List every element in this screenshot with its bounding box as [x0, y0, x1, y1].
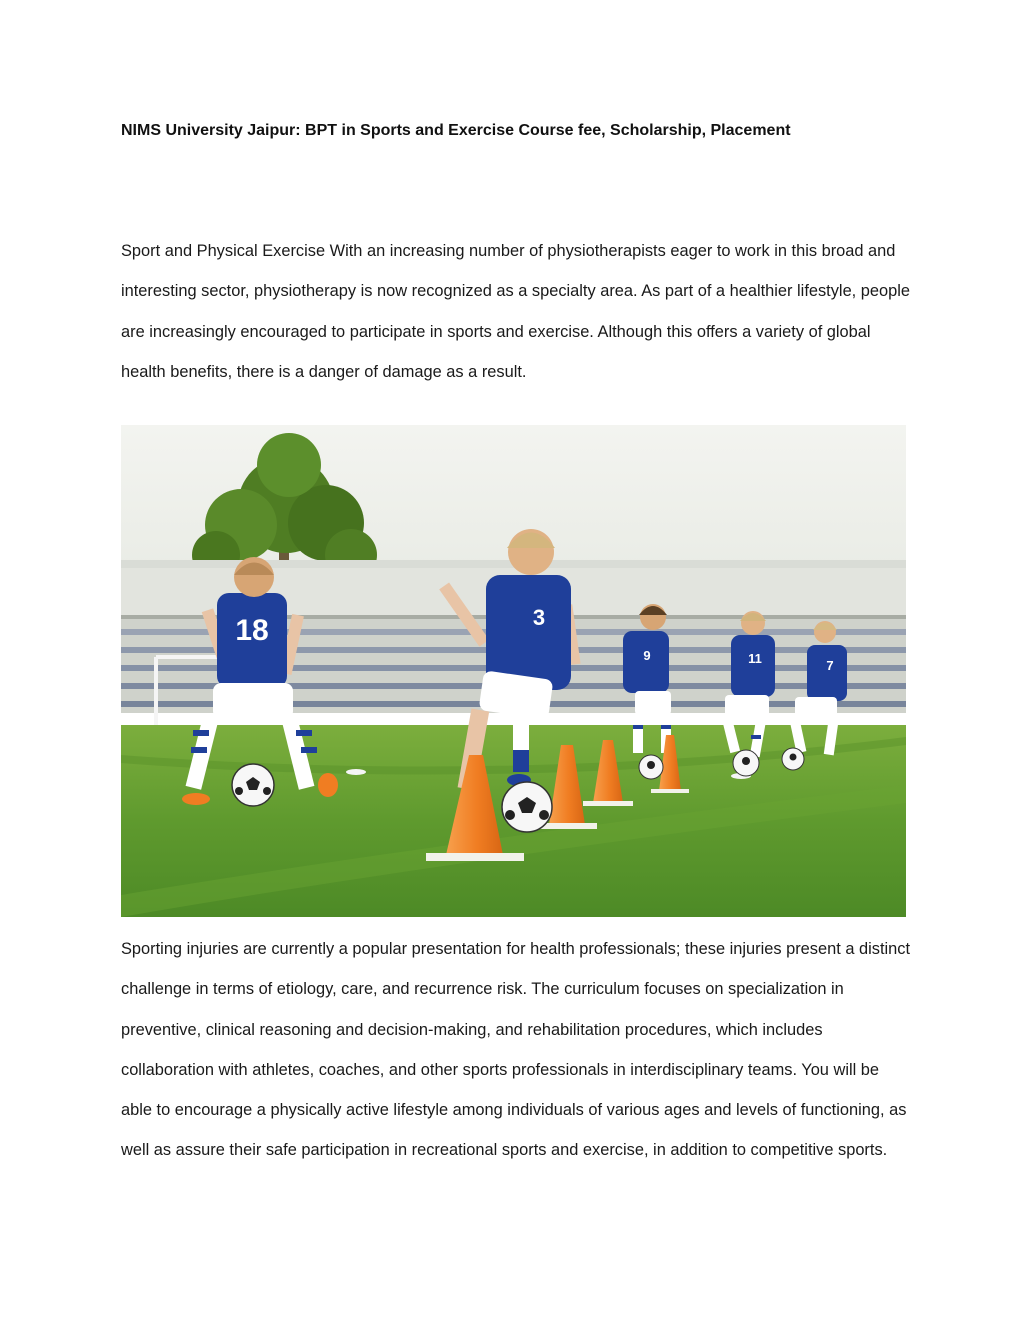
jersey-number: 7: [826, 658, 834, 673]
soccer-ball: [232, 764, 274, 806]
kids-football-training-photo: [121, 425, 906, 917]
jersey-number: 3: [532, 605, 546, 630]
marker-disc: [346, 769, 366, 775]
body-paragraph: Sporting injuries are currently a popular presentation for health professionals; these injuries present a distinct challenge in terms of etiology, care, and recurrence risk. The curriculum focuses on specialization in preventive, clinical reasoning and decision-making, and rehabilitation procedures, which includes collaboration with athletes, coaches, and other sports professionals in interdisciplinary teams. You will be able to encourage a physically active lifestyle among individuals of various ages and levels of functioning, as well as assure their safe participation in recreational sports and exercise, in addition to competitive sports.: [121, 940, 911, 1160]
soccer-ball: [502, 782, 552, 832]
soccer-ball: [639, 755, 663, 779]
soccer-ball: [782, 748, 804, 770]
jersey-number: 18: [235, 614, 269, 647]
intro-paragraph: Sport and Physical Exercise With an increasing number of physiotherapists eager to work in this broad and interesting sector, physiotherapy is now recognized as a specialty area. As part of a healthier lifestyle, people are increasingly encouraged to participate in sports and exercise. Although this offers a variety of global health benefits, there is a danger of damage as a result.: [121, 242, 911, 381]
document-title: NIMS University Jaipur: BPT in Sports and Exercise Course fee, Scholarship, Placement: [121, 122, 791, 139]
photo-illustration: [121, 425, 906, 917]
soccer-ball: [733, 750, 759, 776]
jersey-number: 9: [643, 648, 651, 663]
jersey-number: 11: [748, 651, 762, 666]
